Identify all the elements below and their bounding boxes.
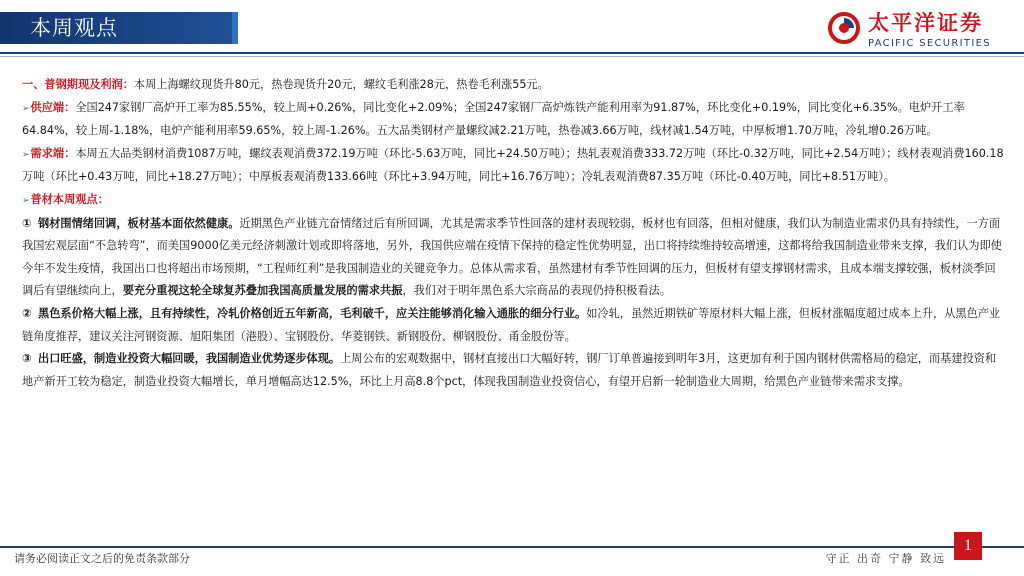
view-point-2: [22, 303, 1004, 348]
point-text-end: ，我们对于明年黑色系大宗商品的表现仍持积极看法。: [402, 284, 671, 298]
page-title: 本周观点: [30, 16, 118, 40]
company-slogan: 守正 出奇 宁静 致远: [825, 552, 946, 565]
triangle-bullet-icon: ➢: [22, 103, 30, 114]
point-emphasis: 要充分重视这轮全球复苏叠加我国高质量发展的需求共振: [122, 284, 403, 298]
point-number: ③: [22, 352, 32, 366]
footer-divider: [0, 546, 1024, 548]
page-number: 1: [954, 532, 982, 560]
section-heading: 供应端：: [30, 100, 76, 114]
point-headline: 出口旺盛，制造业投资大幅回暖，我国制造业优势逐步体现。: [38, 352, 341, 366]
view-point-3: [22, 348, 1004, 393]
title-accent-bar: [232, 12, 238, 44]
title-banner: [0, 12, 232, 44]
section-heading: 一、普钢期现及利润：: [22, 78, 134, 91]
section-text: 本周上海螺纹现货升80元，热卷现货升20元，螺纹毛利涨28元，热卷毛利涨55元。: [133, 78, 549, 91]
header-divider: [0, 52, 1024, 54]
triangle-bullet-icon: ➢: [22, 149, 30, 160]
section-heading: 普材本周观点：: [30, 192, 109, 206]
point-headline: 钢材围情绪回调，板材基本面依然健康。: [38, 216, 240, 230]
section-heading: 需求端：: [30, 146, 76, 160]
section-text: 全国247家钢厂高炉开工率为85.55%，较上周+0.26%，同比变化+2.09%；全国247家钢厂高炉炼铁产能利用率为91.87%，环比变化+0.19%，同比变化+6.35%。电炉开工率64.84%，较上周-1.18%，电炉产能利用率59.65%，较上周-1.26%。五大品类钢材产量螺纹减2.21万吨，热卷减3.66万吨，线材减1.54万吨，中厚板增1.70万吨，冷轧增0.26万吨。: [22, 100, 965, 138]
section-supply: [22, 97, 1004, 143]
company-logo: [828, 10, 1018, 52]
point-headline: 黑色系价格大幅上涨，且有持续性，冷轧价格创近五年新高，毛利破千，应关注能够消化输入通胀的细分行业。: [38, 306, 587, 320]
logo-english-name: PACIFIC SECURITIES: [868, 38, 991, 49]
point-text: 上周公布的宏观数据中，钢材直接出口大幅好转，钢厂订单普遍接到明年3月，这更加有利于国内钢材供需格局的稳定，而基建投资和地产新开工较为稳定，制造业投资大幅增长，单月增幅高达12.5%，环比上月高8.8个pct，体现我国制造业投资信心，有望开启新一轮制造业大周期，给黑色产业链带来需求支撑。: [22, 352, 997, 388]
section-futures-spot: [22, 74, 1004, 97]
section-view-heading: [22, 189, 1004, 213]
triangle-bullet-icon: ➢: [22, 195, 30, 206]
header-divider-thin: [0, 56, 1024, 57]
report-body: [22, 74, 1004, 393]
section-demand: [22, 143, 1004, 189]
section-text: 本周五大品类钢材消费1087万吨，螺纹表观消费372.19万吨（环比-5.63万吨，同比+24.50万吨）；热轧表观消费333.72万吨（环比-0.32万吨，同比+2.54万吨）；线材表观消费160.18万吨（环比+0.43万吨，同比+18.27万吨）；中厚板表观消费133.66吨（环比+3.94万吨，同比+16.76万吨）；冷轧表观消费87.35万吨（环比-0.40万吨，同比+8.51万吨）。: [22, 146, 1004, 184]
point-number: ②: [22, 306, 32, 320]
pacific-securities-logo-icon: [828, 12, 860, 44]
point-number: ①: [22, 216, 32, 230]
view-point-1: [22, 213, 1004, 303]
point-text: 近期黑色产业链亢奋情绪过后有所回调，尤其是需求季节性回落的建材表现较弱，板材也有回落，但相对健康，我们认为制造业需求仍具有持续性，一方面我国宏观层面“不急转弯”，而美国9000亿美元经济刺激计划或即将落地，另外，我国供应端在疫情下保持的稳定性优势明显，出口将持续维持较高增速，这都将给我国制造业带来支撑，我们认为即使今年不发生疫情，我国出口也将超出市场预期，“工程师红利”是我国制造业的关键竞争力。总体从需求看，虽然建材有季节性回调的压力，但板材有望支撑钢材需求，且成本端支撑较强，板材淡季回调后有望继续向上，: [22, 216, 1002, 298]
point-text: 如冷轧，虽然近期铁矿等原材料大幅上涨，但板材涨幅度超过成本上升，从黑色产业链角度推荐，建议关注河钢资源、旭阳集团（港股）、宝钢股份、华菱钢铁、新钢股份、柳钢股份、甬金股份等。: [22, 306, 1001, 343]
logo-chinese-name: 太平洋证券: [868, 11, 983, 35]
disclaimer-note: 请务必阅读正文之后的免责条款部分: [14, 552, 190, 565]
